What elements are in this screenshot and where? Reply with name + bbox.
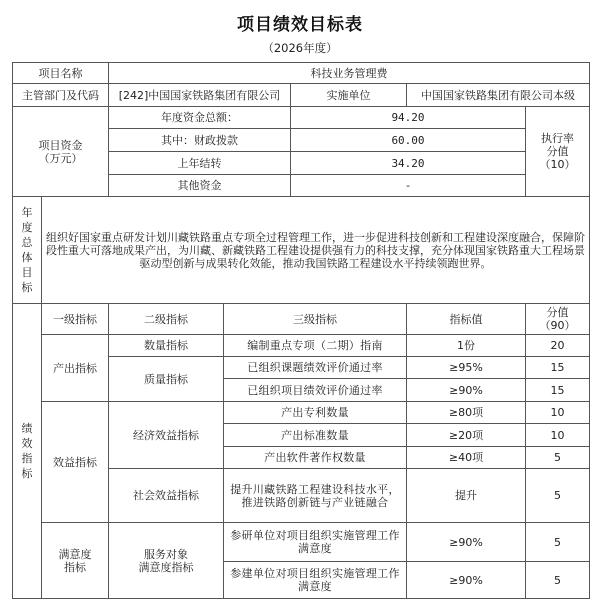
subgroup-social: 社会效益指标 (109, 469, 224, 523)
implementing-unit-label: 实施单位 (291, 84, 407, 107)
col-level1-header: 一级指标 (42, 304, 109, 335)
indicator-name: 产出标准数量 (224, 424, 407, 447)
indicator-name: 产出软件著作权数量 (224, 447, 407, 469)
indicator-name: 参研单位对项目组织实施管理工作满意度 (224, 523, 407, 562)
indicator-name: 参建单位对项目组织实施管理工作满意度 (224, 562, 407, 599)
indicator-score: 20 (526, 335, 590, 357)
funding-label-line2: （万元） (38, 151, 83, 165)
funding-label (13, 107, 109, 197)
indicator-name: 编制重点专项（二期）指南 (224, 335, 407, 357)
indicator-row (13, 335, 590, 357)
performance-label-text: 绩效指标 (21, 422, 33, 480)
col-target-header: 指标值 (407, 304, 526, 335)
group-satisfaction-line2: 指标 (64, 560, 86, 574)
subgroup-economic: 经济效益指标 (109, 402, 224, 469)
subgroup-quality: 质量指标 (109, 357, 224, 402)
indicator-score: 5 (526, 447, 590, 469)
performance-label (13, 304, 42, 599)
funding-carryover-value: 34.20 (291, 152, 526, 175)
group-satisfaction (42, 523, 109, 599)
indicator-name: 已组织课题绩效评价通过率 (224, 357, 407, 379)
annual-goal-row (13, 197, 590, 304)
indicator-row (13, 402, 590, 424)
department-label: 主管部门及代码 (13, 84, 109, 107)
indicator-target: ≥40项 (407, 447, 526, 469)
indicator-target: ≥20项 (407, 424, 526, 447)
page-subtitle: （2026年度） (262, 41, 338, 55)
col-level3-header: 三级指标 (224, 304, 407, 335)
indicator-target: ≥95% (407, 357, 526, 379)
execution-rate-line3: （10） (539, 158, 576, 171)
indicator-target: ≥90% (407, 379, 526, 402)
annual-goal-label-text: 年度总体目标 (21, 206, 33, 294)
subgroup-service-line1: 服务对象 (144, 547, 188, 561)
subgroup-service-line2: 满意度指标 (138, 560, 194, 574)
funding-fiscal-value: 60.00 (291, 129, 526, 152)
project-name-row (13, 63, 590, 84)
col-score-header-line2: （90） (539, 319, 576, 332)
indicator-score: 5 (526, 562, 590, 599)
annual-goal-label (13, 197, 42, 304)
funding-carryover-label: 上年结转 (109, 152, 291, 175)
implementing-unit-value: 中国国家铁路集团有限公司本级 (407, 84, 590, 107)
indicator-score: 15 (526, 379, 590, 402)
indicator-name: 产出专利数量 (224, 402, 407, 424)
page-title: 项目绩效目标表 (237, 15, 363, 35)
department-row (13, 84, 590, 107)
indicator-header-row (13, 304, 590, 335)
group-benefit: 效益指标 (42, 402, 109, 523)
execution-rate-score (526, 107, 590, 197)
project-name-value: 科技业务管理费 (109, 63, 590, 84)
annual-goal-text: 组织好国家重点研发计划川藏铁路重点专项全过程管理工作，进一步促进科技创新和工程建设深度融合，保障阶段性重大可落地成果产出，为川藏、新藏铁路工程建设提供强有力的科技支撑，充分体现国家铁路重大工程场景驱动型创新与成果转化效能，推动我国铁路工程建设水平持续领跑世界。 (42, 197, 590, 304)
execution-rate-line2: 分值 (546, 145, 569, 158)
indicator-score: 10 (526, 424, 590, 447)
funding-row (13, 107, 590, 129)
indicator-target: ≥80项 (407, 402, 526, 424)
subgroup-service-satisfaction (109, 523, 224, 599)
indicator-row (13, 523, 590, 562)
indicator-target: ≥90% (407, 562, 526, 599)
funding-total-value: 94.20 (291, 107, 526, 129)
col-level2-header: 二级指标 (109, 304, 224, 335)
department-value: [242]中国国家铁路集团有限公司 (109, 84, 291, 107)
project-name-label: 项目名称 (13, 63, 109, 84)
group-satisfaction-line1: 满意度 (58, 547, 92, 561)
funding-fiscal-label: 其中：财政拨款 (109, 129, 291, 152)
performance-goal-table (12, 62, 590, 599)
col-score-header (526, 304, 590, 335)
group-output: 产出指标 (42, 335, 109, 402)
col-score-header-line1: 分值 (546, 306, 569, 319)
indicator-score: 15 (526, 357, 590, 379)
execution-rate-line1: 执行率 (541, 132, 574, 145)
indicator-target: 1份 (407, 335, 526, 357)
indicator-name: 已组织项目绩效评价通过率 (224, 379, 407, 402)
indicator-score: 5 (526, 469, 590, 523)
indicator-score: 10 (526, 402, 590, 424)
funding-label-line1: 项目资金 (38, 138, 83, 152)
indicator-name: 提升川藏铁路工程建设科技水平，推进铁路创新链与产业链融合 (224, 469, 407, 523)
indicator-target: ≥90% (407, 523, 526, 562)
indicator-target: 提升 (407, 469, 526, 523)
funding-other-label: 其他资金 (109, 175, 291, 197)
indicator-score: 5 (526, 523, 590, 562)
subgroup-quantity: 数量指标 (109, 335, 224, 357)
funding-other-value: - (291, 175, 526, 197)
funding-total-label: 年度资金总额： (109, 107, 291, 129)
